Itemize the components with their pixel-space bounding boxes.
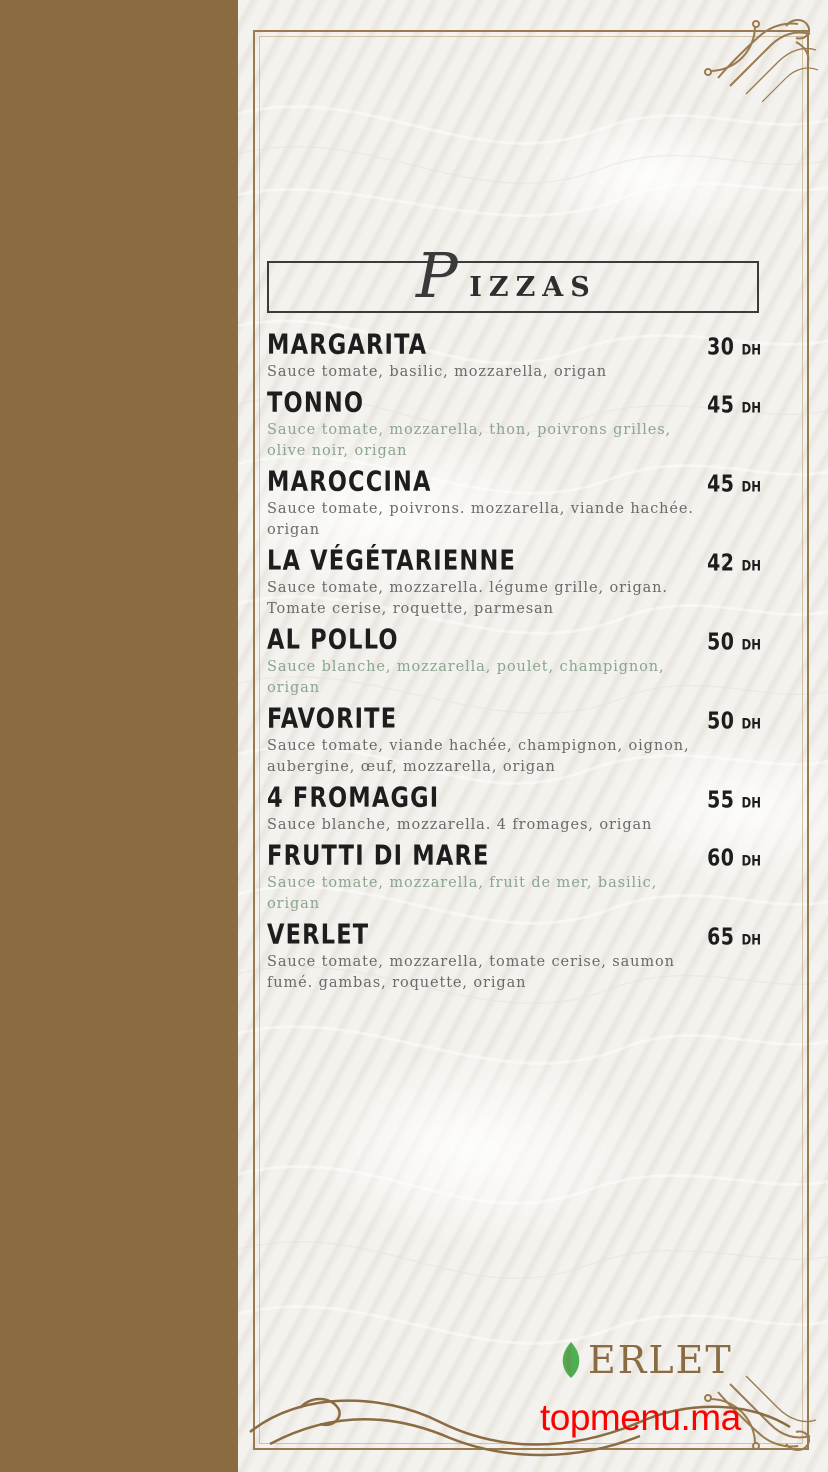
menu-item bbox=[267, 838, 761, 915]
menu-item-price bbox=[707, 392, 761, 418]
menu-item-description: Sauce blanche, mozzarella, poulet, champignon, origan bbox=[267, 659, 665, 697]
menu-item-price bbox=[707, 471, 761, 497]
leaf-icon bbox=[556, 1340, 586, 1380]
menu-item-price-value: 30 bbox=[707, 333, 735, 361]
menu-item-name: TONNO bbox=[267, 385, 365, 419]
menu-item-description: Sauce tomate, mozzarella, tomate cerise, saumon fumé. gambas, roquette, origan bbox=[267, 954, 675, 992]
section-title-initial: P bbox=[416, 239, 458, 312]
menu-item-price-currency: DH bbox=[741, 479, 761, 497]
menu-item-price-currency: DH bbox=[741, 716, 761, 734]
logo-text: ERLET bbox=[588, 1338, 733, 1382]
menu-item-description: Sauce tomate, mozzarella, fruit de mer, basilic, origan bbox=[267, 875, 658, 913]
menu-item-description: Sauce tomate, poivrons. mozzarella, viande hachée. origan bbox=[267, 501, 694, 539]
menu-item-price-currency: DH bbox=[741, 400, 761, 418]
menu-item bbox=[267, 543, 761, 620]
menu-item bbox=[267, 780, 761, 836]
menu-item-name: MAROCCINA bbox=[267, 464, 432, 498]
menu-item bbox=[267, 327, 761, 383]
menu-item-price bbox=[707, 845, 761, 871]
menu-item-description: Sauce tomate, mozzarella. légume grille, origan. Tomate cerise, roquette, parmesan bbox=[267, 580, 668, 618]
menu-item-price-value: 42 bbox=[707, 549, 735, 577]
menu-item-price-currency: DH bbox=[741, 342, 761, 360]
section-title-box bbox=[267, 239, 759, 313]
menu-item-description: Sauce tomate, viande hachée, champignon, oignon, aubergine, œuf, mozzarella, origan bbox=[267, 738, 690, 776]
menu-item-description: Sauce blanche, mozzarella. 4 fromages, origan bbox=[267, 817, 653, 834]
menu-item-name: LA VÉGÉTARIENNE bbox=[267, 543, 517, 577]
menu-item-name: FRUTTI DI MARE bbox=[267, 838, 490, 872]
menu-item-head bbox=[267, 622, 761, 656]
menu-item-price-value: 65 bbox=[707, 924, 735, 951]
menu-item bbox=[267, 917, 761, 994]
section-title-text: IZZAS bbox=[469, 271, 597, 303]
menu-item bbox=[267, 464, 761, 541]
menu-item-price-currency: DH bbox=[741, 637, 761, 655]
menu-item-head bbox=[267, 327, 761, 361]
menu-item bbox=[267, 701, 761, 778]
left-brown-panel bbox=[0, 0, 238, 1472]
menu-item-price-currency: DH bbox=[741, 558, 761, 576]
menu-item-head bbox=[267, 701, 761, 735]
menu-item-head bbox=[267, 917, 761, 951]
menu-item-price-currency: DH bbox=[741, 932, 761, 950]
menu-item-head bbox=[267, 780, 761, 814]
menu-item-head bbox=[267, 464, 761, 498]
menu-items-list bbox=[267, 327, 761, 1000]
verlet-logo bbox=[556, 1338, 733, 1382]
menu-item-price bbox=[707, 550, 761, 576]
menu-item-price bbox=[707, 629, 761, 655]
menu-item-name: MARGARITA bbox=[267, 327, 428, 360]
menu-item-price bbox=[707, 334, 761, 360]
menu-item-price bbox=[707, 787, 761, 813]
menu-item bbox=[267, 385, 761, 462]
menu-item-name: FAVORITE bbox=[267, 701, 398, 735]
menu-item-name: AL POLLO bbox=[267, 622, 399, 656]
menu-item-price-value: 50 bbox=[707, 628, 735, 656]
menu-item bbox=[267, 622, 761, 699]
menu-item-price bbox=[707, 924, 761, 950]
menu-item-price-currency: DH bbox=[741, 795, 761, 813]
menu-item-name: VERLET bbox=[267, 917, 370, 951]
menu-item-head bbox=[267, 385, 761, 419]
menu-item-price-value: 50 bbox=[707, 707, 735, 735]
menu-item-price-value: 55 bbox=[707, 786, 735, 814]
menu-item-name: 4 FROMAGGI bbox=[267, 780, 440, 814]
menu-item-price bbox=[707, 708, 761, 734]
menu-item-price-value: 45 bbox=[707, 391, 735, 419]
menu-item-description: Sauce tomate, basilic, mozzarella, origan bbox=[267, 364, 607, 380]
section-title bbox=[269, 263, 757, 311]
watermark: topmenu.ma bbox=[540, 1397, 741, 1438]
menu-item-price-value: 60 bbox=[707, 844, 735, 872]
menu-item-price-value: 45 bbox=[707, 470, 735, 498]
menu-item-description: Sauce tomate, mozzarella, thon, poivrons grilles, olive noir, origan bbox=[267, 422, 672, 460]
menu-item-price-currency: DH bbox=[741, 853, 761, 871]
menu-item-head bbox=[267, 543, 761, 577]
menu-item-head bbox=[267, 838, 761, 872]
